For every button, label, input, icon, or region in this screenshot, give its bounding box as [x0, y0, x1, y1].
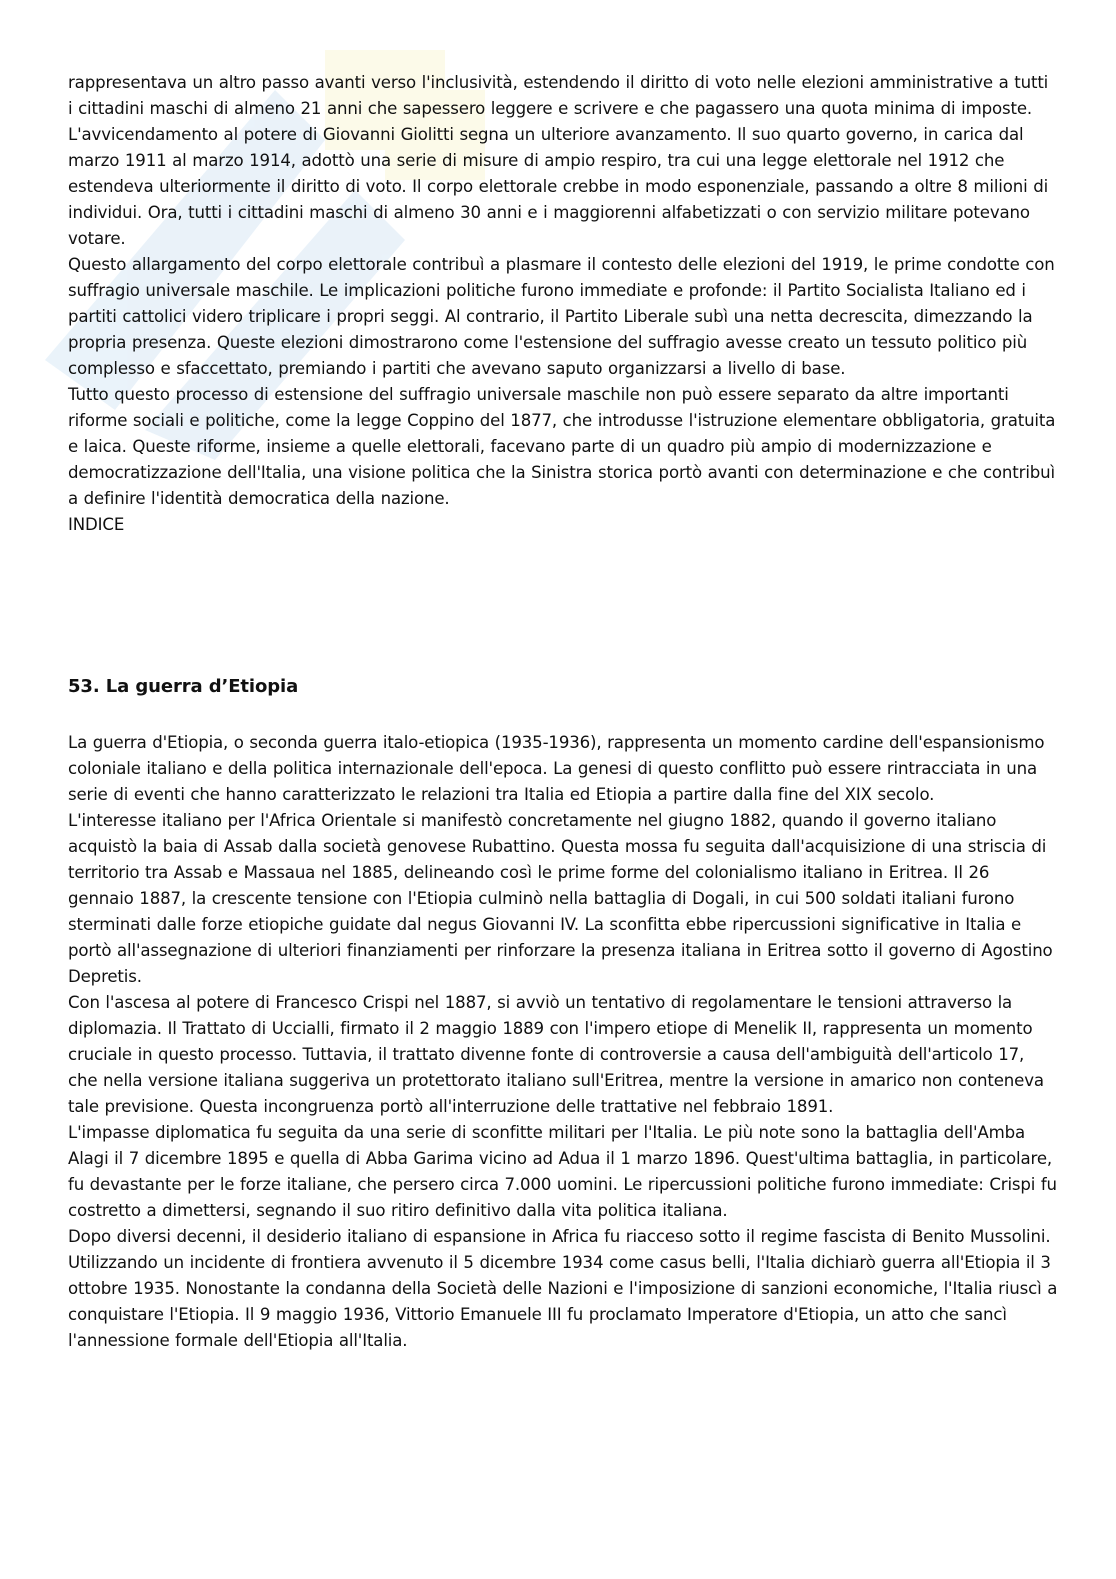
document-page — [68, 70, 1058, 1350]
section-paragraph-1: La guerra d'Etiopia, o seconda guerra italo-etiopica (1935-1936), rappresenta un momento cardine dell'espansionismo coloniale italiano e della politica internazionale dell'epoca. La genesi di questo conflitto può essere rintracciata in una serie di eventi che hanno caratterizzato le relazioni tra Italia ed Etiopia a partire dalla fine del XIX secolo. — [68, 733, 1045, 804]
section-paragraph-5: Dopo diversi decenni, il desiderio italiano di espansione in Africa fu riacceso sotto il regime fascista di Benito Mussolini. Utilizzando un incidente di frontiera avvenuto il 5 dicembre 1934 come casus belli, l'Italia dichiarò guerra all'Etiopia il 3 ottobre 1935. Nonostante la condanna della Società delle Nazioni e l'imposizione di sanzioni economiche, l'Italia riuscì a conquistare l'Etiopia. Il 9 maggio 1936, Vittorio Emanuele III fu proclamato Imperatore d'Etiopia, un atto che sancì l'annessione formale dell'Etiopia all'Italia. — [68, 1227, 1058, 1350]
index-link[interactable]: INDICE — [68, 515, 125, 534]
intro-paragraph-2: L'avvicendamento al potere di Giovanni Giolitti segna un ulteriore avanzamento. Il suo quarto governo, in carica dal marzo 1911 al marzo 1914, adottò una serie di misure di ampio respiro, tra cui una legge elettorale nel 1912 che estendeva ulteriormente il diritto di voto. Il corpo elettorale crebbe in modo esponenziale, passando a oltre 8 milioni di individui. Ora, tutti i cittadini maschi di almeno 30 anni e i maggiorenni alfabetizzati o con servizio militare potevano votare. — [68, 125, 1049, 248]
intro-paragraph-1: rappresentava un altro passo avanti verso l'inclusività, estendendo il diritto di voto nelle elezioni amministrative a tutti i cittadini maschi di almeno 21 anni che sapessero leggere e scrivere e che pagassero una quota minima di imposte. — [68, 73, 1049, 118]
section-paragraph-4: L'impasse diplomatica fu seguita da una serie di sconfitte militari per l'Italia. Le più note sono la battaglia dell'Amba Alagi il 7 dicembre 1895 e quella di Abba Garima vicino ad Adua il 1 marzo 1896. Quest'ultima battaglia, in particolare, fu devastante per le forze italiane, che persero circa 7.000 uomini. Le ripercussioni politiche furono immediate: Crispi fu costretto a dimettersi, segnando il suo ritiro definitivo dalla vita politica italiana. — [68, 1123, 1057, 1220]
intro-paragraph-4: Tutto questo processo di estensione del suffragio universale maschile non può essere separato da altre importanti riforme sociali e politiche, come la legge Coppino del 1877, che introdusse l'istruzione elementare obbligatoria, gratuita e laica. Queste riforme, insieme a quelle elettorali, facevano parte di un quadro più ampio di modernizzazione e democratizzazione dell'Italia, una visione politica che la Sinistra storica portò avanti con determinazione e che contribuì a definire l'identità democratica della nazione. — [68, 385, 1056, 508]
section-paragraph-2: L'interesse italiano per l'Africa Orientale si manifestò concretamente nel giugno 1882, quando il governo italiano acquistò la baia di Assab dalla società genovese Rubattino. Questa mossa fu seguita dall'acquisizione di una striscia di territorio tra Assab e Massaua nel 1885, delineando così le prime forme del colonialismo italiano in Eritrea. Il 26 gennaio 1887, la crescente tensione con l'Etiopia culminò nella battaglia di Dogali, in cui 500 soldati italiani furono sterminati dalle forze etiopiche guidate dal negus Giovanni IV. La sconfitta ebbe ripercussioni significative in Italia e portò all'assegnazione di ulteriori finanziamenti per rinforzare la presenza italiana in Eritrea sotto il governo di Agostino Depretis. — [68, 811, 1053, 986]
intro-paragraph-3: Questo allargamento del corpo elettorale contribuì a plasmare il contesto delle elezioni del 1919, le prime condotte con suffragio universale maschile. Le implicazioni politiche furono immediate e profonde: il Partito Socialista Italiano ed i partiti cattolici videro triplicare i propri seggi. Al contrario, il Partito Liberale subì una netta decrescita, dimezzando la propria presenza. Queste elezioni dimostrarono come l'estensione del suffragio avesse creato un tessuto politico più complesso e sfaccettato, premiando i partiti che avevano saputo organizzarsi a livello di base. — [68, 255, 1055, 378]
section-title: 53. La guerra d’Etiopia — [68, 676, 299, 697]
intro-section — [68, 70, 1058, 538]
section-body — [68, 730, 1058, 1354]
section-paragraph-3: Con l'ascesa al potere di Francesco Crispi nel 1887, si avviò un tentativo di regolamentare le tensioni attraverso la diplomazia. Il Trattato di Uccialli, firmato il 2 maggio 1889 con l'impero etiope di Menelik II, rappresenta un momento cruciale in questo processo. Tuttavia, il trattato divenne fonte di controversie a causa dell'ambiguità dell'articolo 17, che nella versione italiana suggeriva un protettorato italiano sull'Eritrea, mentre la versione in amarico non conteneva tale previsione. Questa incongruenza portò all'interruzione delle trattative nel febbraio 1891. — [68, 993, 1044, 1116]
